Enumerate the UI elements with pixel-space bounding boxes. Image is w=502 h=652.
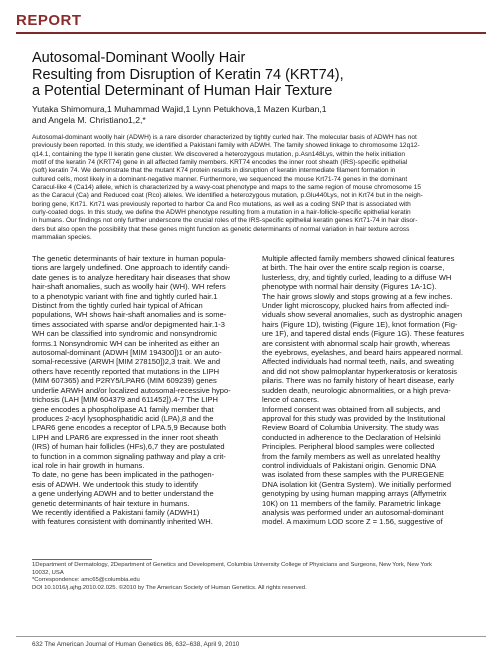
footer-divider [16,636,486,637]
abstract [32,134,472,242]
body-line: We recently identified a Pakistani family (ADWH1) [32,507,200,517]
abstract-line: boring gene, Krt71. Krt71 was previously reported to harbor Ca and Rco mutations, as well as a coding SNP that is associated with [32,200,411,208]
body-line: others have recently reported that mutations in the LIPH [32,366,220,376]
report-header [16,12,486,34]
body-line: The genetic determinants of hair texture in human popula- [32,254,226,263]
body-line: Informed consent was obtained from all subjects, and [262,404,441,414]
body-line: lence of cancers. [262,395,320,405]
body-line: genotyping by using human mapping arrays (Affymetrix [262,489,447,499]
page-footer: 632 The American Journal of Human Genetics 86, 632–638, April 9, 2010 [32,641,240,648]
footnotes [32,562,472,592]
body-line: the eyebrows, eyelashes, and beard hairs appeared normal. [262,348,463,358]
footnote-divider [32,559,152,560]
abstract-line: mammalian species. [32,234,92,242]
body-line: Multiple affected family members showed clinical features [262,254,455,263]
abstract-line: in humans. Our findings not only further underscore the crucial roles of the IRS-specific epithelial keratin genes Krt71-74 in hair disor- [32,217,418,225]
body-line: ure 1F), and tapered distal ends (Figure 1G). These features [262,329,465,339]
body-line: from the family members as well as unrelated healthy [262,451,441,461]
abstract-line: (soft) keratin 74. We demonstrate that the mutant K74 protein results in disruption of keratin intermediate filament formation in [32,167,396,175]
body-line: lusterless, dry, and tightly curled, leading to a diffuse WH [262,272,452,282]
body-line: to a phenotypic variant with fine and tightly curled hair.1 [32,291,218,301]
body-line: WH can be classified into syndromic and nonsyndromic [32,329,217,339]
abstract-line: cultured cells, most likely in a dominant-negative manner. Furthermore, we sequenced the mouse Krt71-74 genes in the dominant [32,175,408,183]
title-line: Autosomal-Dominant Woolly Hair [32,50,246,66]
abstract-line: motif of the keratin 74 (KRT74) gene in all affected family members. KRT74 encodes the inner root sheath (IRS)-specific epithelial [32,159,408,167]
body-line: sudden death, neurologic abnormalities, or a high preva- [262,385,451,395]
title-line: a Potential Determinant of Human Hair Texture [32,83,333,99]
footnote-correspondence[interactable]: *Correspondence: amc65@columbia.edu [32,577,140,584]
body-line: hair-shaft anomalies, such as woolly hair (WH). WH refers [32,282,226,292]
body-line: tions are largely undefined. One approach to identify candi- [32,263,230,273]
author-line: and Angela M. Christiano1,2,* [32,115,146,125]
body-line: esis of ADWH. We undertook this study to identify [32,479,198,489]
body-line: at birth. The hair over the entire scalp region is coarse, [262,263,445,273]
body-line: times associated with sparse and/or depigmented hair.1-3 [32,319,225,329]
footnote-doi: DOI 10.1016/j.ajhg.2010.02.025. ©2010 by The American Society of Human Genetics. All rights reserved. [32,584,307,591]
body-line: approval for this study was provided by the Institutional [262,413,446,423]
body-line: a gene underlying ADWH and to better understand the [32,489,214,499]
body-line: Distinct from the tightly curled hair typical of African [32,301,203,311]
body-line: date genes is to analyze hereditary hair diseases that show [32,272,231,282]
body-line: Affected individuals had normal teeth, nails, and sweating [262,357,455,367]
body-line: (MIM 607365) and P2RY5/LPAR6 (MIM 609239) genes [32,376,217,386]
abstract-line: previously been reported. In this study, we identified a Pakistani family with ADWH. The family showed linkage to chromosome 12q12- [32,142,420,150]
article-title [32,50,472,100]
body-line: To date, no gene has been implicated in the pathogen- [32,470,215,480]
body-line: to function in a common signaling pathway and play a crit- [32,451,226,461]
body-line: analysis was performed under an autosomal-dominant [262,507,444,517]
body-line: are consistent with abnormal scalp hair growth, whereas [262,338,450,348]
body-line: conducted in adherence to the Declaration of Helsinki [262,432,441,442]
body-line: LPAR6 gene encodes a receptor of LPA.5,9 Because both [32,423,226,433]
body-column-left [32,254,244,527]
body-line: viduals show several anomalies, such as dystrophic anagen [262,310,463,320]
body-line: Principles. Peripheral blood samples were collected [262,442,435,452]
abstract-line: as the Caracul (Ca) and Reduced coat (Rco) alleles. We identified a heterozygous mutation, p.Glu440Lys, not in Krt74 but in the neigh- [32,192,423,200]
body-line: DNA isolation kit (Gentra System). We initially performed [262,479,452,489]
body-line: somal-recessive (ARWH [MIM 278150])2,3 trait. We and [32,357,221,367]
body-line: Under light microscopy, plucked hairs from affected indi- [262,301,450,311]
body-line: phenotype with normal hair density (Figures 1A-1C). [262,282,437,292]
body-line: Review Board of Columbia University. The study was [262,423,439,433]
body-line: and did not show palmoplantar hyperkeratosis or keratosis [262,366,458,376]
body-line: underlie ARWH and/or localized autosomal-recessive hypo- [32,385,231,395]
body-line: was isolated from these samples with the PUREGENE [262,470,445,480]
body-line: LIPH and LPAR6 are expressed in the inner root sheath [32,432,219,442]
body-line: 10K) on 11 members of the family. Parametric linkage [262,498,441,508]
body-line: populations, WH shows hair-shaft anomalies and is some- [32,310,227,320]
report-label: REPORT [16,12,82,29]
body-line: genetic determinants of hair texture in humans. [32,498,190,508]
abstract-line: q14.1, containing the type II keratin gene cluster. We discovered a heterozygous mutation, p.Asn148Lys, within the helix initiation [32,150,406,158]
title-line: Resulting from Disruption of Keratin 74 (KRT74), [32,66,344,83]
abstract-line: Caracul-like 4 (Ca14) allele, which is characterized by a wavy-coat phenotype and maps to the same region of mouse chromosome 15 [32,184,422,192]
body-line: produces 2-acyl lysophosphatidic acid (LPA),8 and the [32,413,214,423]
body-line: gene encodes a phospholipase A1 family member that [32,404,214,414]
body-line: ical role in hair growth in humans. [32,460,145,470]
body-line: with features consistent with dominantly inherited WH. [32,517,213,527]
body-line: control individuals of Pakistani origin. Genomic DNA [262,460,437,470]
body-line: forms.1 Nonsyndromic WH can be inherited as either an [32,338,220,348]
abstract-line: ders but also open the possibility that these genes might function as genetic determinants of normal variation in hair texture across [32,225,410,233]
abstract-line: curly-coated dogs. In this study, we define the ADWH phenotype resulting from a mutation in a hair-follicle-specific epithelial keratin [32,209,411,217]
body-line: (IRS) of human hair follicles (HFs),6,7 they are postulated [32,442,225,452]
body-line: autosomal-dominant (ADWH [MIM 194300])1 or an auto- [32,348,222,358]
footnote-affiliations-cont: 10032, USA [32,569,64,576]
body-line: The hair grows slowly and stops growing at a few inches. [262,291,453,301]
abstract-line: Autosomal-dominant woolly hair (ADWH) is a rare disorder characterized by tightly curled hair. The molecular basis of ADWH has not [32,134,417,141]
body-column-right [262,254,474,527]
body-line: hairs (Figure 1D), twisting (Figure 1E), knot formation (Fig- [262,319,458,329]
body-line: pilaris. There was no family history of heart disease, early [262,376,454,386]
body-line: trichosis (LAH [MIM 604379 and 611452]).4-7 The LIPH [32,395,218,405]
author-line: Yutaka Shimomura,1 Muhammad Wajid,1 Lynn Petukhova,1 Mazen Kurban,1 [32,104,327,114]
author-list [32,104,472,126]
body-line: model. A maximum LOD score Z = 1.56, suggestive of [262,517,443,527]
footnote-affiliations: 1Department of Dermatology, 2Department of Genetics and Development, Columbia University College of Physicians and Surgeons, New York, New York [32,562,432,568]
